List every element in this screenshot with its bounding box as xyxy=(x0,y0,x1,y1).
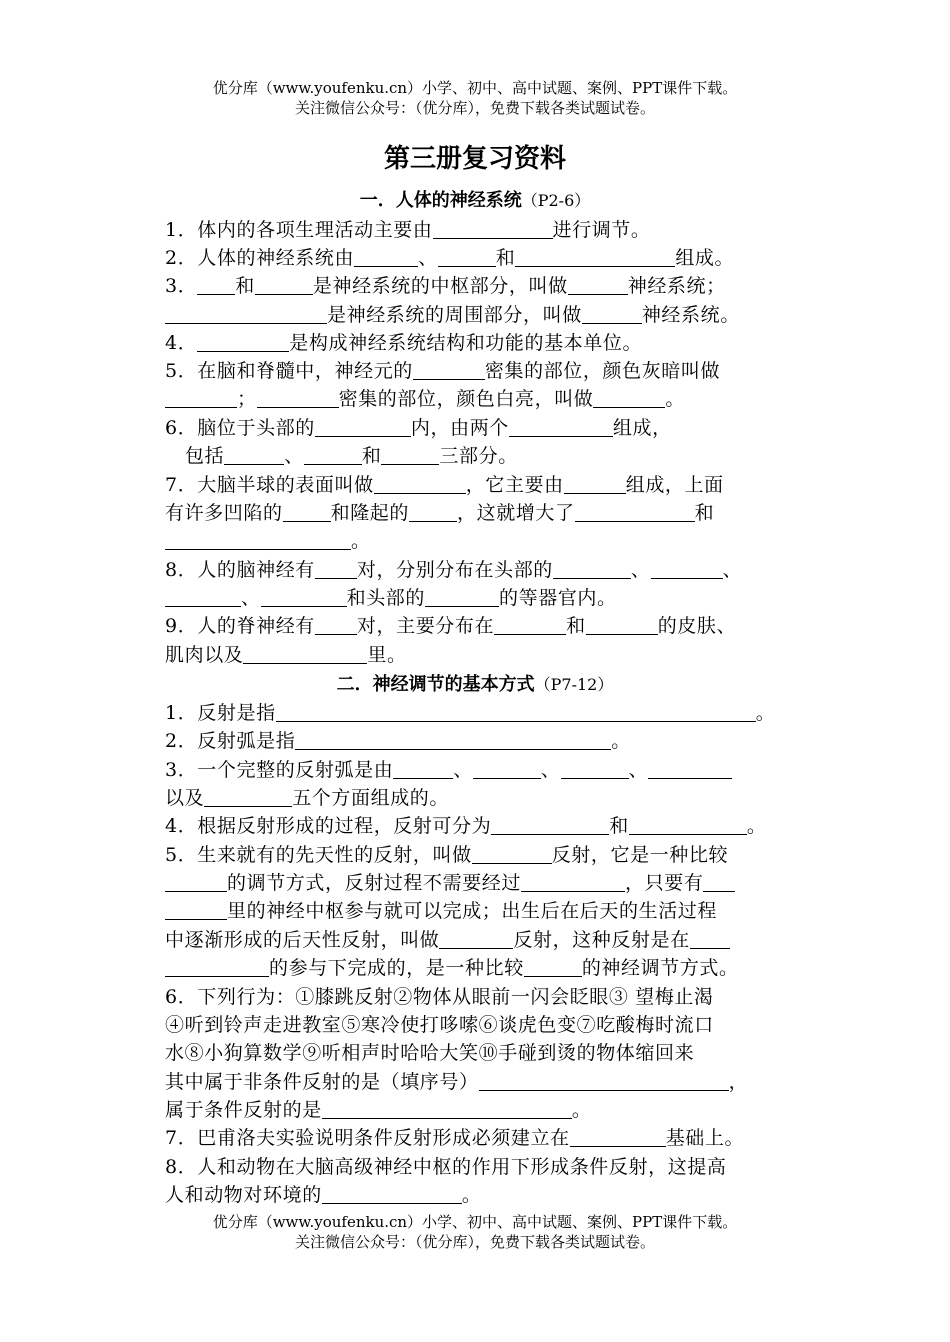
blank[interactable] xyxy=(393,758,453,779)
blank[interactable] xyxy=(165,956,269,977)
text: 水⑧小狗算数学⑨听相声时哈哈大笑⑩手碰到烫的物体缩回来 xyxy=(165,1042,695,1064)
s2-q5-line4 xyxy=(165,926,730,954)
s2-q2 xyxy=(165,727,631,755)
s2-q4 xyxy=(165,812,767,840)
section-1-pages: （P2-6） xyxy=(521,191,591,210)
blank[interactable] xyxy=(255,274,313,295)
blank[interactable] xyxy=(515,246,675,267)
blank[interactable] xyxy=(197,331,289,352)
text: 和 xyxy=(609,815,629,837)
text: 和 xyxy=(361,445,382,467)
text: 是构成神经系统结构和功能的基本单位。 xyxy=(289,332,643,354)
blank[interactable] xyxy=(564,473,626,494)
text: 对，主要分布在 xyxy=(356,615,495,637)
blank[interactable] xyxy=(568,274,628,295)
s1-q7-line1 xyxy=(165,471,724,499)
s1-q7-line2 xyxy=(165,499,714,527)
blank[interactable] xyxy=(690,928,730,949)
blank[interactable] xyxy=(524,956,582,977)
blank[interactable] xyxy=(593,387,665,408)
text: 2．人体的神经系统由 xyxy=(165,247,355,269)
section-1-heading xyxy=(0,188,950,214)
blank[interactable] xyxy=(439,928,513,949)
text: 三部分。 xyxy=(439,445,518,467)
s1-q2 xyxy=(165,244,734,272)
text: ，只要有 xyxy=(625,872,704,894)
blank[interactable] xyxy=(629,814,747,835)
section-2-heading xyxy=(0,672,950,698)
s2-q6-line1 xyxy=(165,983,714,1011)
text: 1．反射是指 xyxy=(165,702,276,724)
text: 。 xyxy=(571,1099,592,1121)
text: 的等器官内。 xyxy=(499,587,617,609)
text: 5．生来就有的先天性的反射，叫做 xyxy=(165,844,472,866)
page-title: 第三册复习资料 xyxy=(383,144,566,174)
text: 反射，它是一种比较 xyxy=(551,844,729,866)
blank[interactable] xyxy=(575,501,695,522)
s2-q7 xyxy=(165,1124,744,1152)
text: 密集的部位，颜色灰暗叫做 xyxy=(484,360,721,382)
blank[interactable] xyxy=(165,899,227,920)
text: 8．人和动物在大脑高级神经中枢的作用下形成条件反射，这提高 xyxy=(165,1156,727,1178)
blank[interactable] xyxy=(582,303,642,324)
text: 的神经调节方式。 xyxy=(581,957,739,979)
text: ，它主要由 xyxy=(465,474,564,496)
text: ； xyxy=(237,388,257,410)
blank[interactable] xyxy=(304,444,362,465)
blank[interactable] xyxy=(473,758,541,779)
text: 7．大脑半球的表面叫做 xyxy=(165,474,374,496)
s2-q1 xyxy=(165,699,775,727)
text: 的调节方式，反射过程不需要经过 xyxy=(227,872,522,894)
s2-q6-line4 xyxy=(165,1068,748,1096)
blank[interactable] xyxy=(374,473,466,494)
blank[interactable] xyxy=(243,643,367,664)
blank[interactable] xyxy=(165,871,227,892)
text: 是神经系统的周围部分，叫做 xyxy=(327,304,582,326)
s1-q3-line2 xyxy=(165,301,740,329)
footer-line-1: 优分库（www.youfenku.cn）小学、初中、高中试题、案例、PPT课件下载。 xyxy=(212,1213,738,1231)
text: 8．人的脑神经有 xyxy=(165,559,315,581)
text: 肌肉以及 xyxy=(165,644,244,666)
text: 、 xyxy=(453,759,473,781)
text: 人和动物对环境的 xyxy=(165,1184,322,1206)
blank[interactable] xyxy=(409,501,457,522)
text: 。 xyxy=(461,1184,482,1206)
blank[interactable] xyxy=(553,558,631,579)
text: 。 xyxy=(611,730,631,752)
blank[interactable] xyxy=(295,729,611,750)
text: 。 xyxy=(746,815,767,837)
s1-q8-line2 xyxy=(165,584,617,612)
text: 3． xyxy=(165,275,198,297)
blank[interactable] xyxy=(322,1098,572,1119)
blank[interactable] xyxy=(261,586,347,607)
blank[interactable] xyxy=(283,501,331,522)
blank[interactable] xyxy=(651,558,723,579)
s1-q5-line1 xyxy=(165,357,720,385)
s1-q5-line2 xyxy=(165,385,685,413)
text: 是神经系统的中枢部分，叫做 xyxy=(312,275,568,297)
text: 、 xyxy=(540,759,561,781)
text: 6．下列行为：①膝跳反射②物体从眼前一闪会眨眼③ 望梅止渴 xyxy=(165,986,714,1008)
blank[interactable] xyxy=(165,303,327,324)
text: 、 xyxy=(630,559,651,581)
text: 和头部的 xyxy=(346,587,426,609)
text: 有许多凹陷的 xyxy=(165,502,283,524)
text: 1．体内的各项生理活动主要由 xyxy=(165,219,433,241)
text: 7．巴甫洛夫实验说明条件反射形成必须建立在 xyxy=(165,1127,570,1149)
text: 、 xyxy=(628,759,649,781)
text: 。 xyxy=(351,530,371,552)
s1-q6-line2 xyxy=(185,442,518,470)
blank[interactable] xyxy=(322,1183,462,1204)
s1-q9-line1 xyxy=(165,612,736,640)
s2-q5-line5 xyxy=(165,954,739,982)
s1-q8-line1 xyxy=(165,556,742,584)
text: ，这就增大了 xyxy=(457,502,575,524)
text: 。 xyxy=(665,388,686,410)
text: 进行调节。 xyxy=(552,219,651,241)
blank[interactable] xyxy=(354,246,418,267)
blank[interactable] xyxy=(472,843,552,864)
footer-line-2: 关注微信公众号：（优分库），免费下载各类试题试卷。 xyxy=(294,1233,655,1251)
s1-q6-line1 xyxy=(165,414,672,442)
s1-q4 xyxy=(165,329,642,357)
blank[interactable] xyxy=(703,871,735,892)
blank[interactable] xyxy=(509,416,613,437)
text: 的参与下完成的，是一种比较 xyxy=(269,957,524,979)
section-2-title: 二．神经调节的基本方式 xyxy=(336,674,535,695)
s2-q5-line3 xyxy=(165,897,717,925)
s2-q8-line2 xyxy=(165,1181,481,1209)
blank[interactable] xyxy=(381,444,439,465)
s2-q5-line1 xyxy=(165,841,728,869)
blank[interactable] xyxy=(648,758,732,779)
text: 、 xyxy=(418,247,438,269)
text: 组成。 xyxy=(675,247,735,269)
text: 。 xyxy=(755,702,776,724)
text: 神经系统。 xyxy=(641,304,740,326)
blank[interactable] xyxy=(561,758,629,779)
text: 里的神经中枢参与就可以完成；出生后在后天的生活过程 xyxy=(227,900,718,922)
s1-q3-line1 xyxy=(165,272,726,300)
text: 、 xyxy=(241,587,261,609)
s2-q6-line3 xyxy=(165,1039,694,1067)
text: ④听到铃声走进教室⑤寒冷使打哆嗦⑥谈虎色变⑦吃酸梅时流口 xyxy=(165,1014,714,1036)
s2-q6-line2 xyxy=(165,1011,714,1039)
s1-q7-line3 xyxy=(165,527,371,555)
s2-q8-line1 xyxy=(165,1153,727,1181)
blank[interactable] xyxy=(204,786,292,807)
text: 、 xyxy=(284,445,304,467)
blank[interactable] xyxy=(315,558,357,579)
blank[interactable] xyxy=(586,614,658,635)
header-line-2: 关注微信公众号：（优分库），免费下载各类试题试卷。 xyxy=(294,99,655,117)
s2-q3-line2 xyxy=(165,784,449,812)
blank[interactable] xyxy=(438,246,496,267)
text: 对，分别分布在头部的 xyxy=(356,559,553,581)
text: 内，由两个 xyxy=(410,417,509,439)
blank[interactable] xyxy=(165,387,237,408)
text: 的皮肤、 xyxy=(657,615,737,637)
s2-q3-line1 xyxy=(165,756,732,784)
text: 2．反射弧是指 xyxy=(165,730,296,752)
blank[interactable] xyxy=(521,871,625,892)
text: 里。 xyxy=(367,644,407,666)
s1-q9-line2 xyxy=(165,641,407,669)
blank[interactable] xyxy=(479,1070,729,1091)
text: 和 xyxy=(235,275,255,297)
text: 6．脑位于头部的 xyxy=(165,417,315,439)
blank[interactable] xyxy=(494,614,566,635)
text: 以及 xyxy=(165,787,205,809)
text: 9．人的脊神经有 xyxy=(165,615,315,637)
blank[interactable] xyxy=(257,387,339,408)
text: 和 xyxy=(495,247,516,269)
section-1-title: 一．人体的神经系统 xyxy=(359,190,522,211)
blank[interactable] xyxy=(224,444,284,465)
blank[interactable] xyxy=(433,218,553,239)
text: 4． xyxy=(165,332,198,354)
blank[interactable] xyxy=(315,416,411,437)
text: 基础上。 xyxy=(665,1127,745,1149)
text: 和 xyxy=(566,615,586,637)
header-line-1: 优分库（www.youfenku.cn）小学、初中、高中试题、案例、PPT课件下载。 xyxy=(212,79,738,97)
text: 5．在脑和脊髓中，神经元的 xyxy=(165,360,413,382)
text: 其中属于非条件反射的是（填序号） xyxy=(165,1071,479,1093)
text: 组成，上面 xyxy=(625,474,724,496)
text: 中逐渐形成的后天性反射，叫做 xyxy=(165,929,440,951)
blank[interactable] xyxy=(570,1126,666,1147)
blank[interactable] xyxy=(165,529,351,550)
text: 组成， xyxy=(612,417,672,439)
s2-q5-line2 xyxy=(165,869,735,897)
s1-q1 xyxy=(165,216,651,244)
text: 3．一个完整的反射弧是由 xyxy=(165,759,394,781)
blank[interactable] xyxy=(491,814,609,835)
text: 密集的部位，颜色白亮，叫做 xyxy=(338,388,594,410)
text: 反射，这种反射是在 xyxy=(513,929,690,951)
blank[interactable] xyxy=(165,586,241,607)
text: 神经系统； xyxy=(627,275,726,297)
text: 4．根据反射形成的过程，反射可分为 xyxy=(165,815,492,837)
text: ， xyxy=(728,1071,749,1093)
text: 和 xyxy=(694,502,715,524)
blank[interactable] xyxy=(413,359,485,380)
blank[interactable] xyxy=(425,586,499,607)
section-2-pages: （P7-12） xyxy=(534,675,614,694)
text: 五个方面组成的。 xyxy=(292,787,450,809)
blank[interactable] xyxy=(276,701,756,722)
s2-q6-line5 xyxy=(165,1096,591,1124)
blank[interactable] xyxy=(315,614,357,635)
text: 和隆起的 xyxy=(330,502,410,524)
blank[interactable] xyxy=(197,274,235,295)
text: 、 xyxy=(722,559,743,581)
text: 属于条件反射的是 xyxy=(165,1099,322,1121)
text: 包括 xyxy=(185,445,225,467)
